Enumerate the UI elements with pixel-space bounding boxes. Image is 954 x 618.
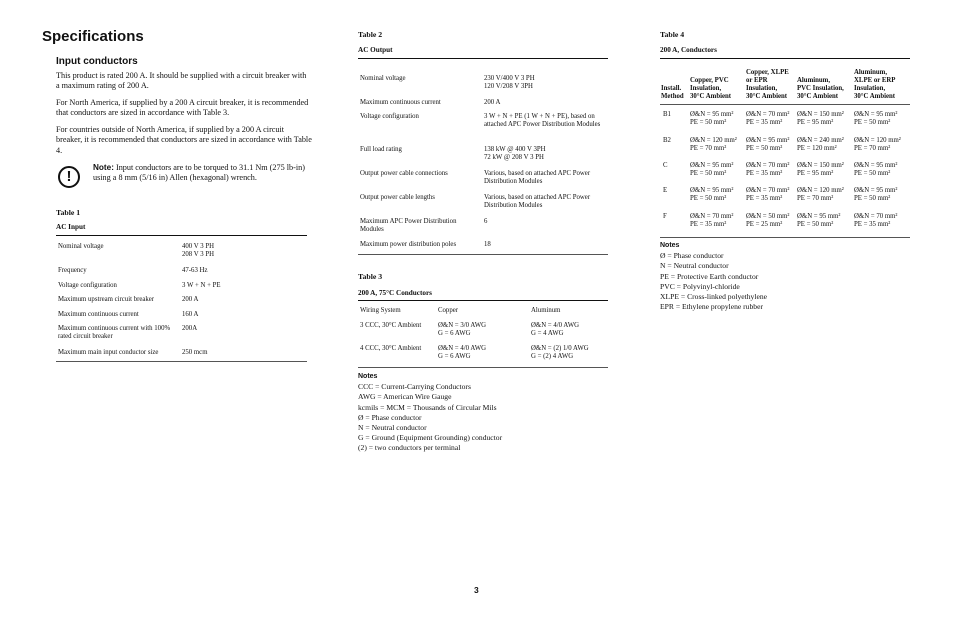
table1-bottom-rule (56, 361, 307, 362)
table3-note-line: (2) = two conductors per terminal (358, 443, 461, 453)
table4-cell: Ø&N = 95 mm² PE = 50 mm² (746, 137, 790, 153)
table4-cell: Ø&N = 95 mm² PE = 50 mm² (854, 162, 898, 178)
table4-bottom-rule (660, 237, 910, 238)
table2-row-key: Maximum APC Power Distribution Modules (360, 218, 457, 234)
table2-row-key: Output power cable lengths (360, 194, 435, 201)
table3-note-line: kcmils = MCM = Thousands of Circular Mils (358, 402, 497, 412)
table2-row-value: 230 V/400 V 3 PH 120 V/208 V 3PH (484, 75, 535, 91)
table4-cell: Ø&N = 95 mm² PE = 50 mm² (854, 111, 898, 127)
table1-row-value: 200A (182, 325, 198, 332)
table1-row-key: Maximum continuous current (58, 311, 139, 318)
table3-note-line: Ø = Phase conductor (358, 412, 422, 422)
table4-note-line: XLPE = Cross-linked polyethylene (660, 292, 767, 302)
table2-row-value: 6 (484, 218, 488, 225)
table3-cell: 4 CCC, 30°C Ambient (360, 345, 422, 352)
table4-cell: Ø&N = 120 mm² PE = 70 mm² (854, 137, 901, 153)
table3-note-line: AWG = American Wire Gauge (358, 392, 452, 402)
table3-cell: 3 CCC, 30°C Ambient (360, 322, 422, 329)
table1-row-value: 250 mcm (182, 349, 208, 356)
paragraph-outside-north-america: For countries outside of North America, if supplied by a 200 A circuit breaker, it is recommended that conductors are sized in accordance with Table 4. (56, 125, 312, 155)
table4-header-cell: Aluminum, PVC Insulation, 30°C Ambient (797, 77, 844, 100)
table4-method-cell: F (663, 213, 667, 220)
table4-label: Table 4 (660, 30, 685, 39)
subsection-title: Input conductors (56, 56, 138, 67)
table3-label: Table 3 (358, 272, 383, 281)
table4-note-line: PE = Protective Earth conductor (660, 271, 759, 281)
table2-top-rule (358, 58, 608, 59)
table4-cell: Ø&N = 150 mm² PE = 95 mm² (797, 162, 844, 178)
table4-header-cell: Copper, XLPE or EPR Insulation, 30°C Ambient (746, 69, 789, 100)
table4-cell: Ø&N = 120 mm² PE = 70 mm² (797, 187, 844, 203)
table4-header-cell: Aluminum, XLPE or ERP Insulation, 30°C Ambient (854, 69, 896, 100)
table4-cell: Ø&N = 150 mm² PE = 95 mm² (797, 111, 844, 127)
table4-cell: Ø&N = 95 mm² PE = 50 mm² (690, 187, 734, 203)
table1-label: Table 1 (56, 208, 81, 217)
table2-row-value: 200 A (484, 99, 501, 106)
table3-note-line: N = Neutral conductor (358, 423, 427, 433)
section-title: Specifications (42, 28, 144, 45)
table4-cell: Ø&N = 95 mm² PE = 50 mm² (797, 213, 841, 229)
table1-row-key: Nominal voltage (58, 243, 104, 250)
table4-note-line: N = Neutral conductor (660, 261, 729, 271)
table2-row-value: 18 (484, 241, 491, 248)
table4-top-rule (660, 58, 910, 59)
table4-caption: 200 A, Conductors (660, 46, 717, 54)
table4-cell: Ø&N = 95 mm² PE = 50 mm² (690, 111, 734, 127)
table3-notes (358, 372, 502, 454)
table4-notes (660, 241, 767, 312)
table2-row-key: Output power cable connections (360, 170, 448, 177)
table4-method-cell: C (663, 162, 668, 169)
table2-label: Table 2 (358, 30, 383, 39)
table1-row-value: 160 A (182, 311, 199, 318)
table4-note-line: Ø = Phase conductor (660, 251, 724, 261)
table4-cell: Ø&N = 70 mm² PE = 35 mm² (854, 213, 898, 229)
table4-header-cell: Install. Method (661, 85, 684, 100)
table4-method-cell: B1 (663, 111, 671, 118)
note-text: Input conductors are to be torqued to 31.1 Nm (275 lb-in) using a 8 mm (5/16 in) Allen (hexagonal) wrench. (93, 163, 305, 183)
table4-method-cell: E (663, 187, 668, 194)
table2-caption: AC Output (358, 46, 393, 54)
table3-bottom-rule (358, 367, 608, 368)
paragraph-north-america: For North America, if supplied by a 200 A circuit breaker, it is recommended that conductors are sized in accordance with Table 3. (56, 98, 309, 118)
table2-row-value: 3 W + N + PE (1 W + N + PE), based on attached APC Power Distribution Modules (484, 113, 601, 129)
table1-row-key: Maximum main input conductor size (58, 349, 159, 356)
table3-note-line: CCC = Current-Carrying Conductors (358, 382, 471, 392)
table2-row-value: 138 kW @ 400 V 3PH 72 kW @ 208 V 3 PH (484, 146, 546, 162)
table3-top-rule (358, 300, 608, 301)
table3-header-cell: Wiring System (360, 307, 401, 314)
table4-cell: Ø&N = 70 mm² PE = 35 mm² (746, 187, 790, 203)
table3-notes-title: Notes (358, 373, 378, 380)
table2-row-key: Nominal voltage (360, 75, 406, 82)
table3-cell: Ø&N = 4/0 AWG G = 6 AWG (438, 345, 487, 361)
table1-caption: AC Input (56, 223, 86, 231)
table4-cell: Ø&N = 120 mm² PE = 70 mm² (690, 137, 737, 153)
table4-cell: Ø&N = 70 mm² PE = 35 mm² (746, 111, 790, 127)
table1-row-value: 47-63 Hz (182, 267, 208, 274)
note-label: Note: (93, 163, 114, 172)
table4-cell: Ø&N = 240 mm² PE = 120 mm² (797, 137, 844, 153)
table1-row-key: Maximum upstream circuit breaker (58, 296, 155, 303)
table3-caption: 200 A, 75°C Conductors (358, 289, 432, 297)
page-number: 3 (474, 585, 479, 595)
table4-cell: Ø&N = 70 mm² PE = 35 mm² (746, 162, 790, 178)
table3-header-cell: Aluminum (531, 307, 561, 314)
table1-row-value: 400 V 3 PH 208 V 3 PH (182, 243, 215, 259)
table4-header-rule (660, 104, 910, 105)
table1-row-value: 200 A (182, 296, 199, 303)
table1-row-key: Voltage configuration (58, 282, 117, 289)
table4-note-line: EPR = Ethylene propylene rubber (660, 302, 763, 312)
table3-note-line: G = Ground (Equipment Grounding) conductor (358, 433, 503, 443)
table2-row-value: Various, based on attached APC Power Distribution Modules (484, 170, 591, 186)
table4-cell: Ø&N = 50 mm² PE = 25 mm² (746, 213, 790, 229)
table2-row-key: Maximum power distribution poles (360, 241, 457, 248)
table4-method-cell: B2 (663, 137, 671, 144)
table2-row-key: Voltage configuration (360, 113, 419, 120)
table3-cell: Ø&N = 4/0 AWG G = 4 AWG (531, 322, 580, 338)
table2-bottom-rule (358, 254, 608, 255)
table1-row-value: 3 W + N + PE (182, 282, 221, 289)
table3-header-cell: Copper (438, 307, 459, 314)
table4-notes-title: Notes (660, 242, 680, 249)
table1-row-key: Frequency (58, 267, 87, 274)
paragraph-rating: This product is rated 200 A. It should be supplied with a circuit breaker with a maximum rating of 200 A. (56, 71, 307, 91)
table4-cell: Ø&N = 95 mm² PE = 50 mm² (854, 187, 898, 203)
table4-cell: Ø&N = 70 mm² PE = 35 mm² (690, 213, 734, 229)
table3-cell: Ø&N = (2) 1/0 AWG G = (2) 4 AWG (531, 345, 589, 361)
table4-cell: Ø&N = 95 mm² PE = 50 mm² (690, 162, 734, 178)
table2-row-key: Maximum continuous current (360, 99, 441, 106)
table4-header-cell: Copper, PVC Insulation, 30°C Ambient (690, 77, 732, 100)
table2-row-key: Full load rating (360, 146, 402, 153)
exclamation-icon: ! (58, 166, 80, 188)
table1-top-rule (56, 235, 307, 236)
table4-note-line: PVC = Polyvinyl-chloride (660, 281, 740, 291)
table1-row-key: Maximum continuous current with 100% rated circuit breaker (58, 325, 171, 341)
table3-cell: Ø&N = 3/0 AWG G = 6 AWG (438, 322, 487, 338)
table2-row-value: Various, based on attached APC Power Distribution Modules (484, 194, 591, 210)
